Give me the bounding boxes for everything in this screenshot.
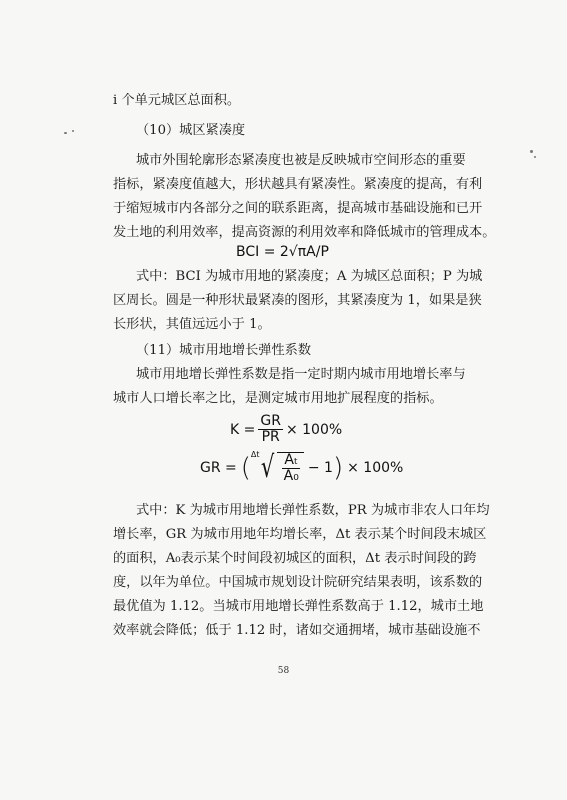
radicand bbox=[277, 452, 304, 484]
k-denominator: PR bbox=[261, 429, 280, 445]
text-line: 的面积，A₀表示某个时间段初城区的面积，Δt 表示时间段的跨 bbox=[113, 551, 477, 566]
section-heading-10: （10）城区紧凑度 bbox=[136, 123, 246, 138]
scan-speck bbox=[534, 156, 536, 158]
k-numerator: GR bbox=[260, 413, 281, 429]
scan-speck bbox=[64, 132, 67, 134]
bci-formula: BCI = 2√πA/P bbox=[236, 244, 329, 260]
k-formula-right: × 100% bbox=[285, 421, 343, 438]
gr-formula bbox=[200, 449, 404, 485]
text-line: 城市外围轮廓形态紧凑度也被是反映城市空间形态的重要 bbox=[136, 153, 466, 168]
text-line: 发土地的利用效率，提高资源的利用效率和降低城市的管理成本。 bbox=[113, 225, 496, 240]
text-line: i 个单元城区总面积。 bbox=[113, 93, 241, 108]
text-line: 区周长。圆是一种形状最紧凑的图形，其紧凑度为 1，如果是狭 bbox=[113, 293, 482, 308]
gr-formula-right: × 100% bbox=[347, 460, 404, 476]
text-line: 效率就会降低；低于 1.12 时，诸如交通拥堵，城市基础设施不 bbox=[113, 623, 481, 638]
scan-speck bbox=[72, 130, 74, 132]
gr-root-index: Δt bbox=[250, 449, 260, 459]
gr-minus-one: − 1 bbox=[307, 460, 333, 476]
k-formula bbox=[230, 414, 342, 445]
text-line: 最优值为 1.12。当城市用地增长弹性系数高于 1.12，城市土地 bbox=[113, 599, 484, 614]
text-line: 度，以年为单位。中国城市规划设计院研究结果表明，该系数的 bbox=[113, 575, 483, 590]
k-formula-left: K = bbox=[230, 421, 256, 438]
gr-numerator: Aₜ bbox=[284, 452, 299, 468]
left-paren: ( bbox=[240, 453, 251, 483]
text-line: 指标，紧凑度值越大，形状越具有紧凑性。紧凑度的提高，有利 bbox=[113, 177, 483, 192]
k-fraction bbox=[258, 414, 283, 445]
gr-fraction bbox=[282, 453, 301, 484]
scan-speck bbox=[530, 150, 533, 153]
text-line: 于缩短城市内各部分之间的联系距离，提高城市基础设施和已开 bbox=[113, 201, 483, 216]
text-line: 式中：K 为城市用地增长弹性系数，PR 为城市非农人口年均 bbox=[136, 503, 490, 518]
radical-icon: √ bbox=[260, 450, 274, 485]
text-line: 城市用地增长弹性系数是指一定时期内城市用地增长率与 bbox=[136, 367, 466, 382]
text-line: 增长率，GR 为城市用地年均增长率，Δt 表示某个时间段末城区 bbox=[113, 527, 487, 542]
section-heading-11: （11）城市用地增长弹性系数 bbox=[136, 343, 312, 358]
text-line: 式中：BCI 为城市用地的紧凑度；A 为城区总面积；P 为城 bbox=[136, 269, 483, 284]
text-line: 城市人口增长率之比，是测定城市用地扩展程度的指标。 bbox=[113, 391, 443, 406]
page-number: 58 bbox=[277, 666, 290, 676]
right-paren: ) bbox=[332, 453, 344, 483]
gr-denominator: A₀ bbox=[283, 468, 299, 484]
text-line: 长形状，其值远远小于 1。 bbox=[113, 317, 271, 332]
gr-formula-left: GR = bbox=[200, 460, 237, 476]
